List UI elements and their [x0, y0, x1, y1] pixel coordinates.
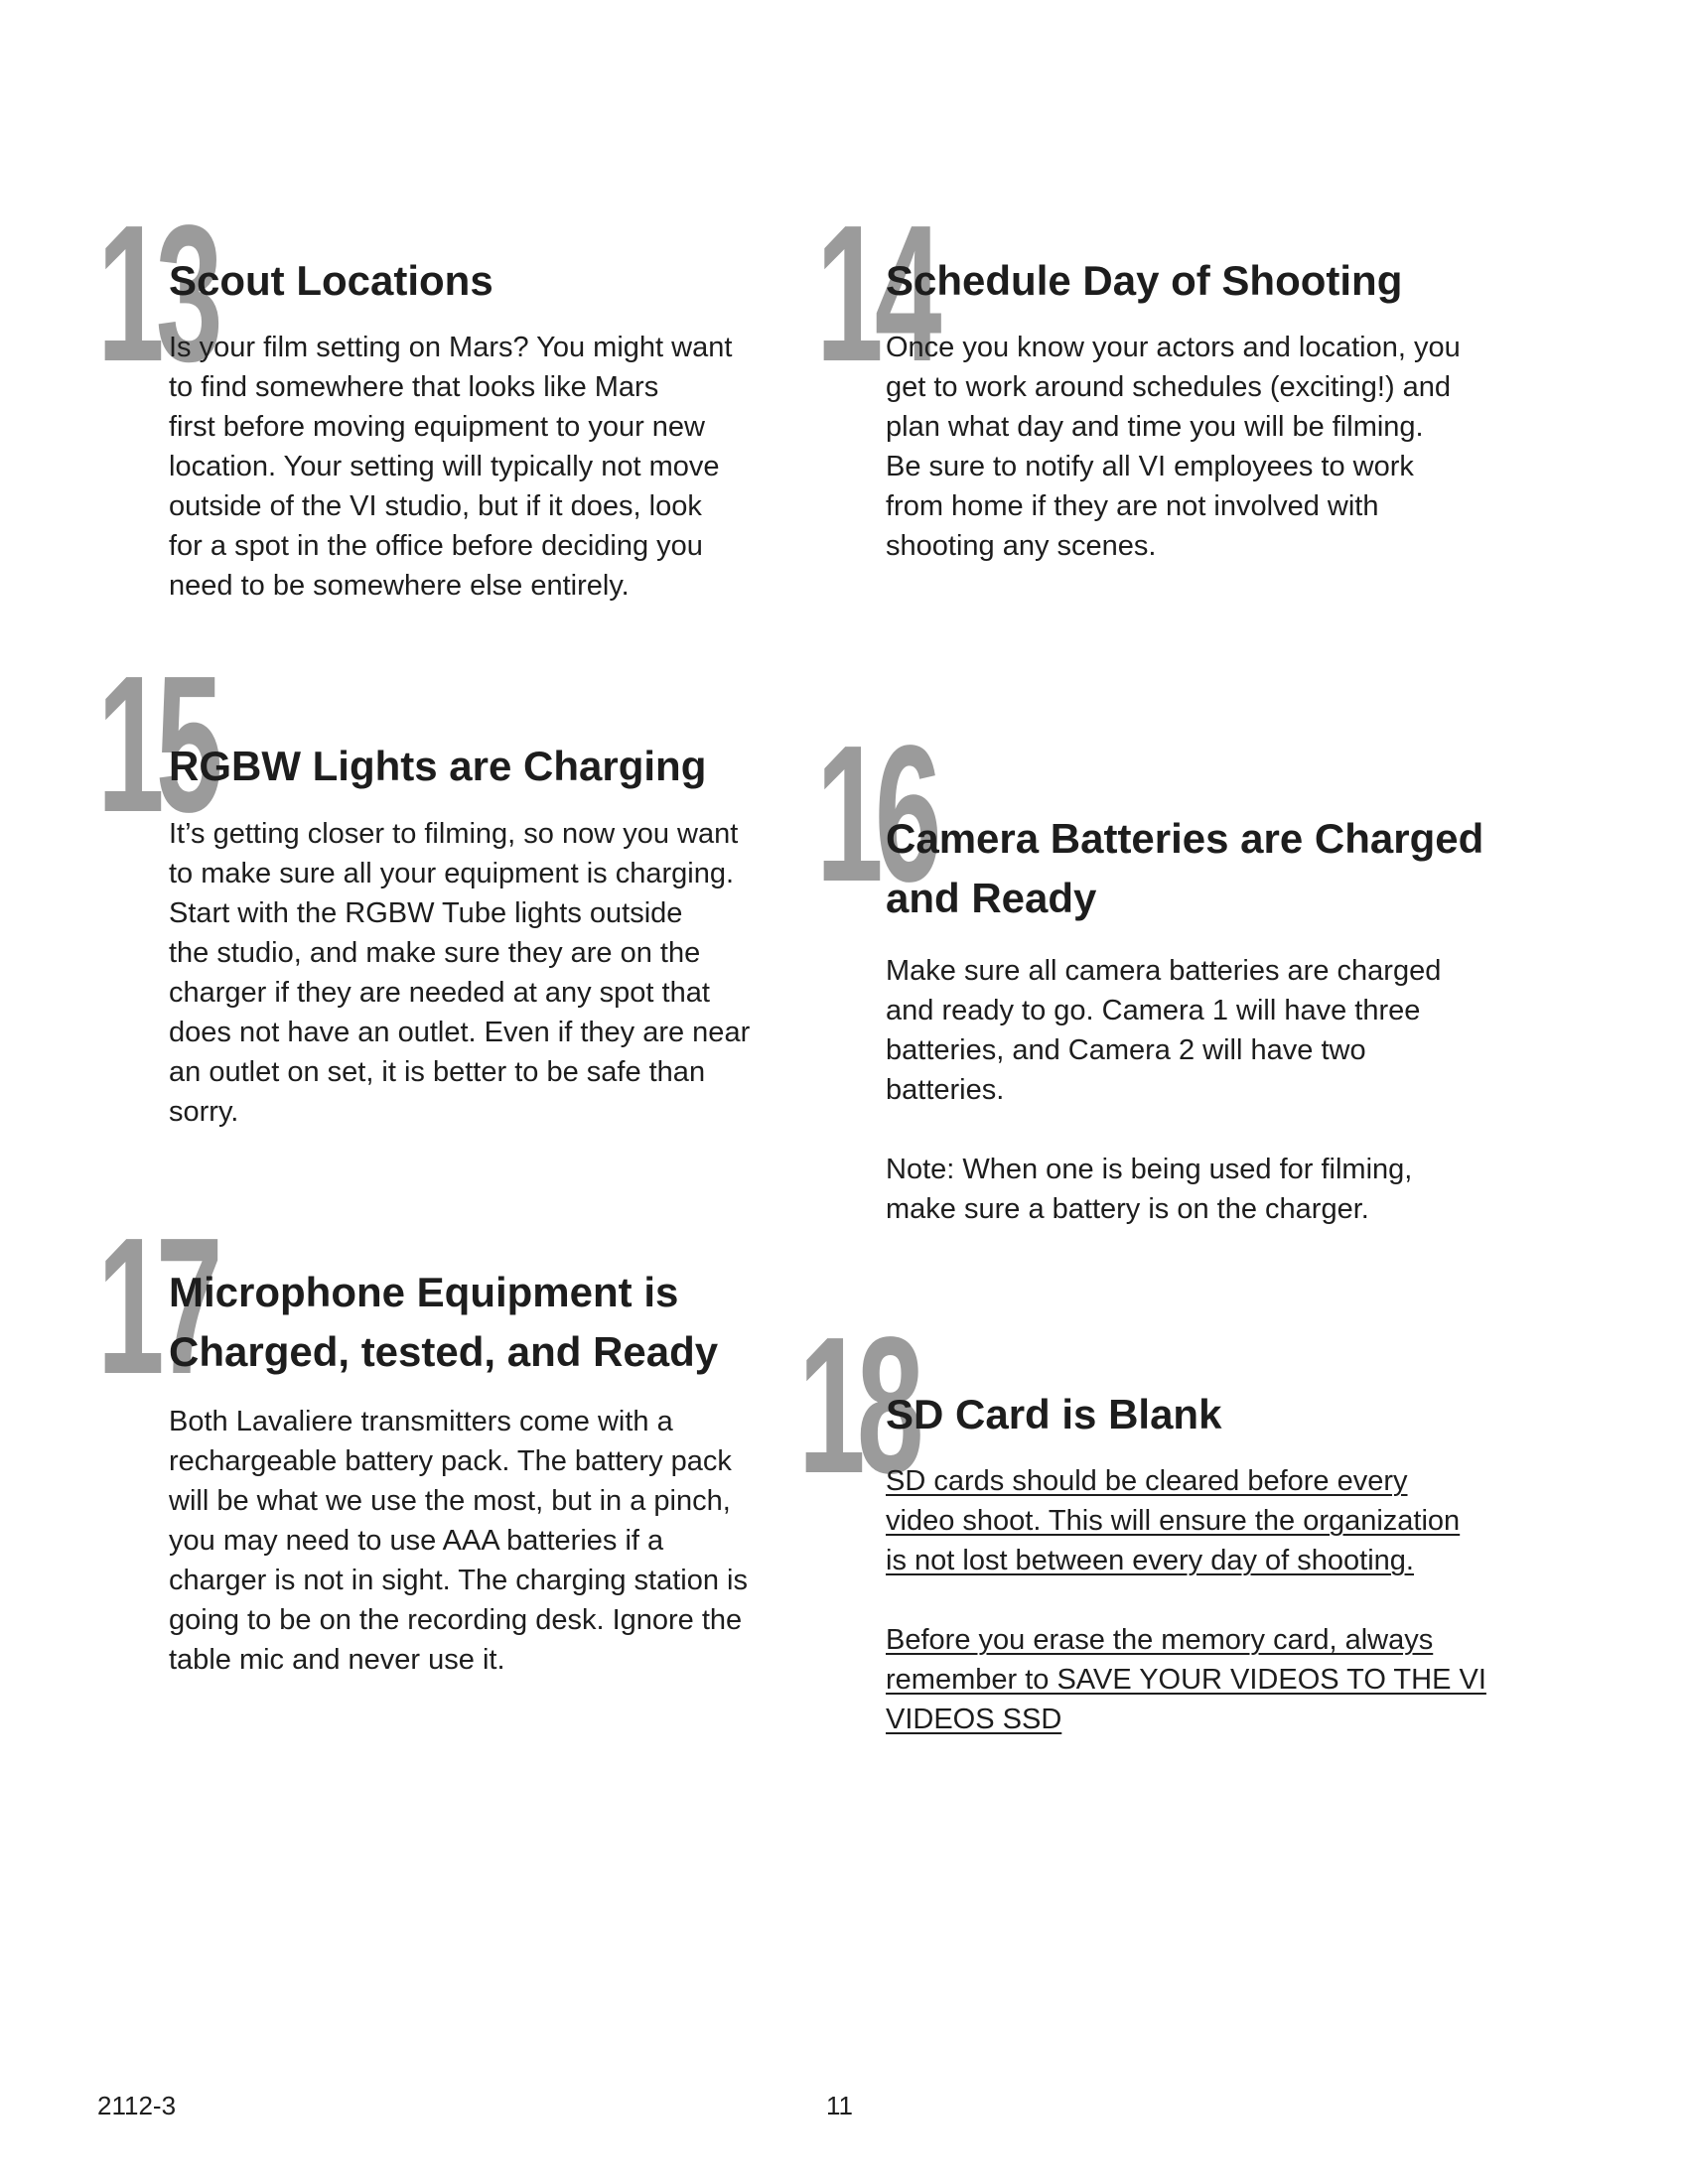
section-body: It’s getting closer to filming, so now you want to make sure all your equipment is charging. Start with the RGBW Tube lights outside the studio, and make sure they are on the charger if they are needed at any spot that does not have an outlet. Even if they are near an outlet on set, it is better to be safe than sorry. — [169, 818, 751, 1128]
section-title: Schedule Day of Shooting — [886, 257, 1403, 304]
section-body: Is your film setting on Mars? You might want to find somewhere that looks like Mars first before moving equipment to your new location. Your setting will typically not move outside of the VI studio, but if it does, look for a spot in the office before deciding you need to be somewhere else entirely. — [169, 332, 733, 602]
section-number: 16 — [816, 705, 933, 922]
section-body: Once you know your actors and location, you get to work around schedules (exciting!) and plan what day and time you will be filming. Be sure to notify all VI employees to work from home if they are not involved with shooting any scenes. — [886, 332, 1461, 562]
footer-page-number: 11 — [826, 2091, 853, 2120]
section-title: Microphone Equipment is Charged, tested, and Ready — [169, 1269, 719, 1375]
section-number: 14 — [816, 185, 933, 402]
section-title: Camera Batteries are Charged and Ready — [886, 815, 1484, 921]
section-title: Scout Locations — [169, 257, 493, 304]
section-body: Both Lavaliere transmitters come with a rechargeable battery pack. The battery pack will be what we use the most, but in a pinch, you may need to use AAA batteries if a charger is not in sight. The charging station is going to be on the recording desk. Ignore the table mic and never use it. — [169, 1406, 749, 1676]
section-number: 18 — [798, 1297, 915, 1514]
section-number: 13 — [97, 185, 214, 402]
section-number: 15 — [97, 635, 214, 853]
section-title: RGBW Lights are Charging — [169, 743, 707, 789]
section-body: SD cards should be cleared before every video shoot. This will ensure the organization is not lost between every day of shooting. Before you erase the memory card, always remember to SAVE YOUR VIDEOS TO THE VI VIDEOS SSD — [886, 1465, 1486, 1735]
section-body: Make sure all camera batteries are charged and ready to go. Camera 1 will have three batteries, and Camera 2 will have two batteries. Note: When one is being used for filming, make sure a battery is on the charger. — [886, 955, 1442, 1225]
section-number: 17 — [97, 1197, 214, 1415]
footer-doc-id: 2112-3 — [97, 2091, 177, 2120]
section-title: SD Card is Blank — [886, 1391, 1222, 1437]
